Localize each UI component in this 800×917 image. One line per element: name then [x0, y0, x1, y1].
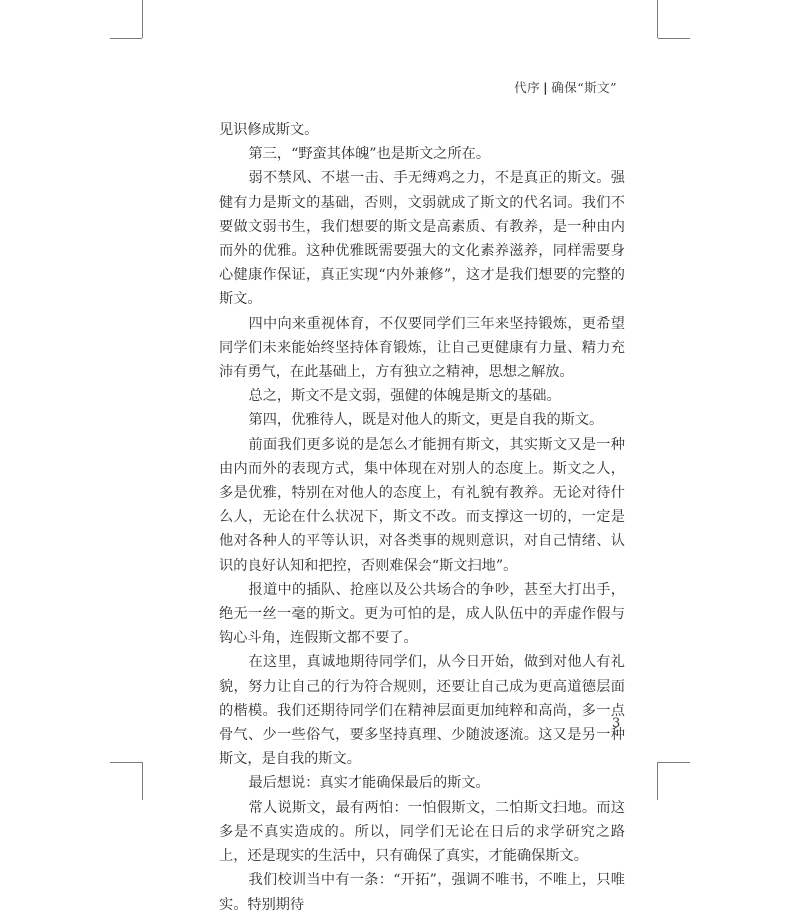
header-separator: |	[543, 80, 549, 95]
header-section: 代序	[514, 80, 541, 95]
crop-mark-bottom-left-vertical	[142, 762, 143, 800]
paragraph: 总之，斯文不是文弱，强健的体魄是斯文的基础。	[248, 388, 561, 405]
paragraph: 在这里，真诚地期待同学们，从今日开始，做到对他人有礼貌，努力让自己的行为符合规则，还要让自己成为更高道德层面的楷模。我们还期待同学们在精神层面更加纯粹和高尚，多一点骨气、少一些俗气，要多坚持真理、少随波逐流。这又是另一种斯文，是自我的斯文。	[219, 654, 625, 768]
running-header	[514, 78, 617, 96]
paragraph: 第四，优雅待人，既是对他人的斯文，更是自我的斯文。	[248, 412, 604, 429]
crop-mark-top-left-vertical	[142, 0, 143, 38]
paragraph: 常人说斯文，最有两怕：一怕假斯文，二怕斯文扫地。而这多是不真实造成的。所以，同学们无论在日后的求学研究之路上，还是现实的生活中，只有确保了真实，才能确保斯文。	[219, 799, 625, 865]
crop-mark-bottom-right-vertical	[657, 762, 658, 800]
paragraph: 见识修成斯文。	[219, 122, 319, 138]
paragraph: 弱不禁风、不堪一击、手无缚鸡之力，不是真正的斯文。强健有力是斯文的基础，否则，文弱就成了斯文的代名词。我们不要做文弱书生，我们想要的斯文是高素质、有教养，是一种由内而外的优雅。这种优雅既需要强大的文化素养滋养，同样需要身心健康作保证，真正实现“内外兼修”，这才是我们想要的完整的斯文。	[219, 170, 625, 308]
crop-mark-top-right-vertical	[657, 0, 658, 38]
body-text	[219, 118, 625, 917]
header-title: 确保“斯文”	[551, 80, 617, 95]
page-number: 3	[612, 716, 621, 731]
paragraph: 前面我们更多说的是怎么才能拥有斯文，其实斯文又是一种由内而外的表现方式，集中体现在对别人的态度上。斯文之人，多是优雅，特别在对他人的态度上，有礼貌有教养。无论对待什么人，无论在什么状况下，斯文不改。而支撑这一切的，一定是他对各种人的平等认识，对各类事的规则意识，对自己情绪、认识的良好认知和把控，否则难保会“斯文扫地”。	[219, 436, 625, 574]
crop-mark-top-left-horizontal	[110, 38, 142, 39]
paragraph: 第三，“野蛮其体魄”也是斯文之所在。	[248, 146, 491, 163]
paragraph: 最后想说：真实才能确保最后的斯文。	[248, 775, 490, 792]
crop-mark-top-right-horizontal	[658, 38, 690, 39]
crop-mark-bottom-right-horizontal	[658, 762, 690, 763]
paragraph: 报道中的插队、抢座以及公共场合的争吵，甚至大打出手，绝无一丝一毫的斯文。更为可怕的是，成人队伍中的弄虚作假与钩心斗角，连假斯文都不要了。	[219, 581, 625, 647]
paragraph: 我们校训当中有一条：“开拓”，强调不唯书，不唯上，只唯实。特别期待	[219, 872, 625, 913]
paragraph: 四中向来重视体育，不仅要同学们三年来坚持锻炼，更希望同学们未来能始终坚持体育锻炼，让自己更健康有力量、精力充沛有勇气，在此基础上，方有独立之精神，思想之解放。	[219, 315, 625, 381]
crop-mark-bottom-left-horizontal	[110, 762, 142, 763]
